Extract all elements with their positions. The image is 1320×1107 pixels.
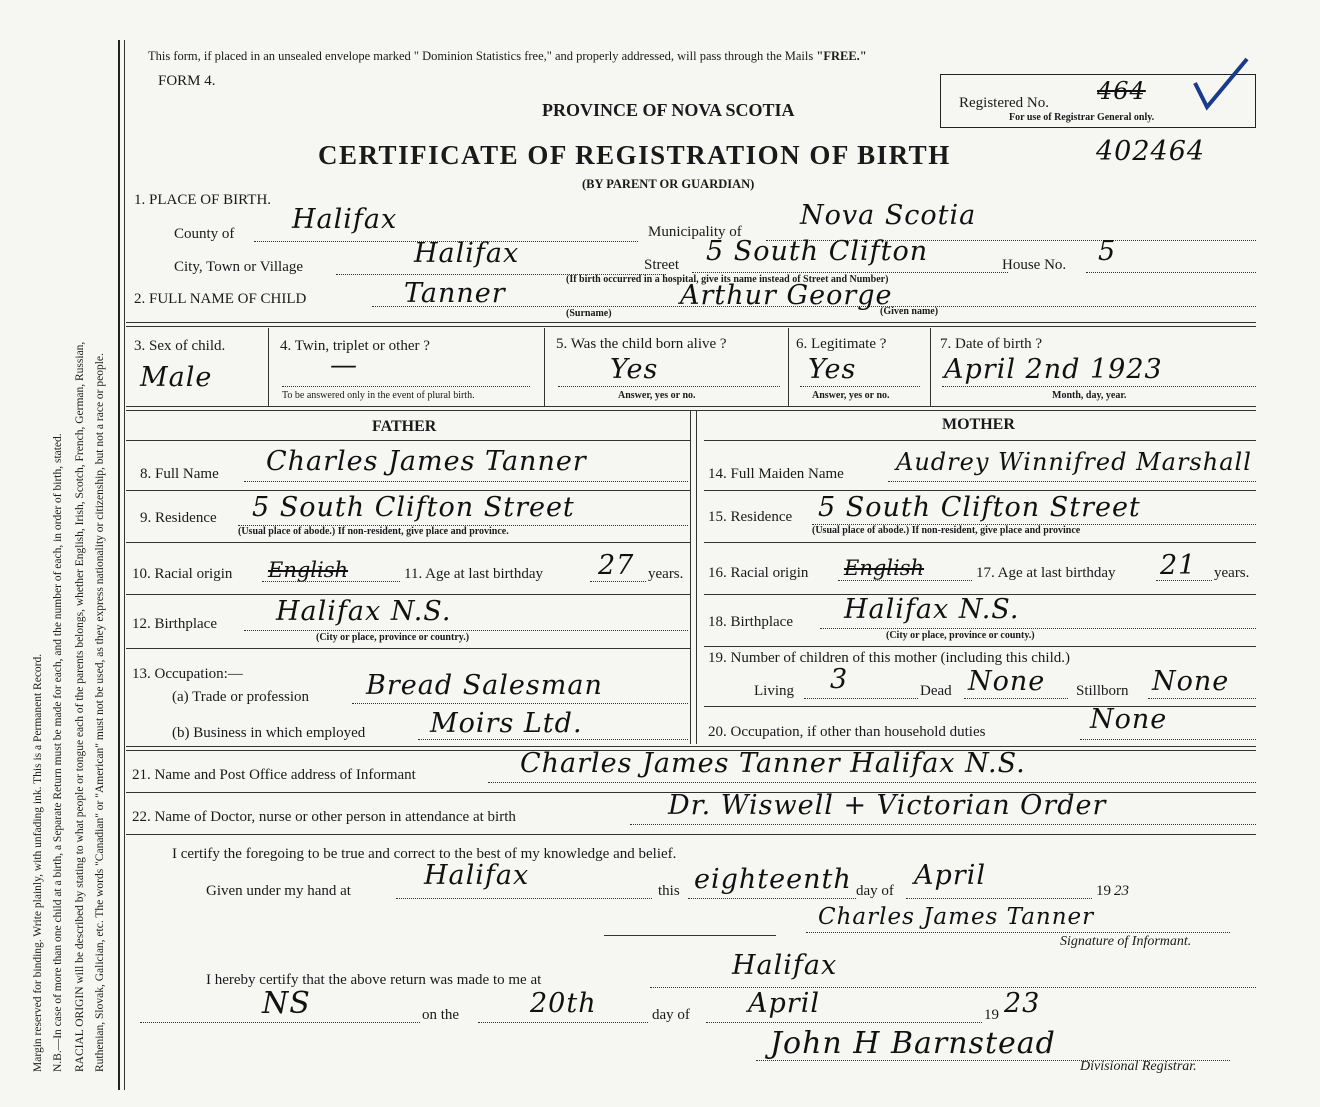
mail-note: This form, if placed in an unsealed envelope marked " Dominion Statistics free," and properly addressed, will pass through the Mails "FREE." — [148, 49, 867, 63]
child-name-label: 2. FULL NAME OF CHILD — [134, 291, 307, 307]
sex-value: Male — [140, 362, 213, 393]
doctor-label: 22. Name of Doctor, nurse or other person in attendance at birth — [132, 809, 516, 825]
dob-note: Month, day, year. — [1052, 390, 1127, 401]
mother-name: Audrey Winnifred Marshall — [896, 448, 1252, 476]
municipality-label: Municipality of — [648, 224, 742, 240]
certify-day-of: day of — [856, 883, 894, 899]
surname-caption: (Surname) — [566, 308, 612, 319]
mother-name-label: 14. Full Maiden Name — [708, 466, 844, 482]
registrar-note: For use of Registrar General only. — [1009, 112, 1155, 123]
certify-day: eighteenth — [694, 864, 852, 895]
certify-year-prefix: 19 — [1096, 883, 1111, 899]
father-trade: Bread Salesman — [366, 670, 603, 701]
certificate-title: CERTIFICATE OF REGISTRATION OF BIRTH — [318, 140, 951, 170]
father-heading: FATHER — [372, 418, 437, 435]
business-label: (b) Business in which employed — [172, 725, 366, 741]
mother-occupation: None — [1090, 704, 1168, 735]
father-residence: 5 South Clifton Street — [252, 492, 575, 523]
mother-birthplace: Halifax N.S. — [844, 594, 1020, 625]
dob-label: 7. Date of birth ? — [940, 336, 1043, 352]
mother-birthplace-note: (City or place, province or county.) — [886, 630, 1035, 641]
legitimate-label: 6. Legitimate ? — [796, 336, 887, 352]
this-label: this — [658, 883, 680, 899]
informant-signature-caption: Signature of Informant. — [1060, 934, 1192, 949]
left-border — [118, 40, 120, 1090]
mother-residence: 5 South Clifton Street — [818, 492, 1141, 523]
registrar-year: 23 — [1004, 988, 1041, 1019]
form-number: FORM 4. — [158, 73, 216, 89]
left-border-inner — [124, 40, 125, 1090]
father-residence-note: (Usual place of abode.) If non-resident, give place and province. — [238, 526, 509, 537]
child-surname: Tanner — [404, 278, 506, 309]
registrar-year-prefix: 19 — [984, 1007, 999, 1023]
registrar-caption: Divisional Registrar. — [1080, 1059, 1197, 1074]
given-label: Given under my hand at — [206, 883, 351, 899]
informant-value: Charles James Tanner Halifax N.S. — [520, 748, 1026, 779]
certify-statement: I certify the foregoing to be true and correct to the best of my knowledge and belief. — [172, 846, 677, 862]
registered-value: 464 — [1097, 77, 1146, 105]
mother-birthplace-label: 18. Birthplace — [708, 614, 793, 630]
registrar-day: 20th — [530, 988, 597, 1019]
legitimate-value: Yes — [808, 354, 857, 385]
trade-label: (a) Trade or profession — [172, 689, 310, 705]
registrar-day-of: day of — [652, 1007, 690, 1023]
mother-race-label: 16. Racial origin — [708, 565, 809, 581]
province-heading: PROVINCE OF NOVA SCOTIA — [542, 100, 795, 120]
house-value: 5 — [1098, 236, 1117, 267]
margin-note-4: Ruthenian, Slovak, Galician, etc. The words "Canadian" or "American" must not be used, as they express nationality or citizenship, but not a race or people. — [94, 353, 106, 1072]
twin-note: To be answered only in the event of plural birth. — [282, 390, 475, 401]
stillborn-value: None — [1152, 666, 1230, 697]
child-given-name: Arthur George — [680, 280, 893, 311]
municipality-value: Nova Scotia — [800, 200, 977, 231]
margin-note-2: N.B.—In case of more than one child at a birth, a Separate Return must be made for each, and the number of each, in order of birth, stated. — [52, 433, 64, 1072]
father-birthplace-label: 12. Birthplace — [132, 616, 217, 632]
certificate-subtitle: (BY PARENT OR GUARDIAN) — [582, 177, 755, 191]
registered-label: Registered No. — [959, 95, 1049, 111]
margin-note-3: RACIAL ORIGIN will be described by stating to what people or tongue each of the parents belongs, whether English, Irish, Scotch, French, German, Russian, — [74, 341, 86, 1072]
father-name-label: 8. Full Name — [140, 466, 219, 482]
check-mark-icon — [1191, 55, 1251, 115]
father-birthplace: Halifax N.S. — [276, 596, 452, 627]
father-years: years. — [648, 566, 684, 582]
father-birthplace-note: (City or place, province or country.) — [316, 632, 470, 643]
hospital-note: (If birth occurred in a hospital, give its name instead of Street and Number) — [566, 274, 889, 285]
registrar-month: April — [748, 988, 820, 1019]
alive-value: Yes — [610, 354, 659, 385]
registrar-statement: I hereby certify that the above return was made to me at — [206, 972, 542, 988]
dead-value: None — [968, 666, 1046, 697]
mother-age: 21 — [1160, 550, 1197, 581]
father-name: Charles James Tanner — [266, 446, 587, 477]
father-age-label: 11. Age at last birthday — [404, 566, 543, 582]
given-caption: (Given name) — [880, 306, 939, 317]
certify-month: April — [914, 860, 986, 891]
alive-label: 5. Was the child born alive ? — [556, 336, 727, 352]
house-label: House No. — [1002, 257, 1067, 273]
mother-residence-note: (Usual place of abode.) If non-resident, give place and province — [812, 525, 1081, 536]
county-label: County of — [174, 226, 235, 242]
father-race: English — [268, 558, 349, 582]
informant-signature: Charles James Tanner — [818, 904, 1095, 930]
father-business: Moirs Ltd. — [430, 708, 583, 739]
city-value: Halifax — [414, 238, 520, 269]
living-label: Living — [754, 683, 794, 699]
certificate-number: 402464 — [1096, 136, 1206, 167]
father-occupation-label: 13. Occupation:— — [132, 666, 243, 682]
dob-value: April 2nd 1923 — [944, 354, 1163, 385]
children-label: 19. Number of children of this mother (including this child.) — [708, 650, 1071, 666]
sex-label: 3. Sex of child. — [134, 338, 226, 354]
alive-note: Answer, yes or no. — [618, 390, 696, 401]
registrar-place: Halifax — [732, 950, 838, 981]
doctor-value: Dr. Wiswell + Victorian Order — [668, 790, 1107, 821]
living-value: 3 — [830, 664, 849, 695]
mother-occupation-label: 20. Occupation, if other than household duties — [708, 724, 986, 740]
street-label: Street — [644, 257, 679, 273]
place-heading: 1. PLACE OF BIRTH. — [134, 192, 272, 208]
twin-value: — — [330, 350, 358, 381]
twin-label: 4. Twin, triplet or other ? — [280, 338, 430, 354]
street-value: 5 South Clifton — [706, 236, 929, 267]
certify-year: 23 — [1114, 883, 1129, 899]
mother-race: English — [844, 556, 925, 580]
mother-years: years. — [1214, 565, 1250, 581]
registered-box — [940, 74, 1256, 128]
mother-heading: MOTHER — [942, 416, 1015, 433]
stillborn-label: Stillborn — [1076, 683, 1129, 699]
margin-note-1: Margin reserved for binding. Write plainly, with unfading ink. This is a Permanent Record. — [32, 653, 44, 1072]
legitimate-note: Answer, yes or no. — [812, 390, 890, 401]
city-label: City, Town or Village — [174, 259, 304, 275]
registrar-initials: NS — [262, 986, 311, 1021]
father-race-label: 10. Racial origin — [132, 566, 233, 582]
informant-label: 21. Name and Post Office address of Informant — [132, 767, 416, 783]
registrar-on-the: on the — [422, 1007, 460, 1023]
given-place: Halifax — [424, 860, 530, 891]
registrar-signature: John H Barnstead — [770, 1026, 1056, 1061]
county-value: Halifax — [292, 204, 398, 235]
dead-label: Dead — [920, 683, 952, 699]
father-age: 27 — [598, 550, 635, 581]
mother-residence-label: 15. Residence — [708, 509, 793, 525]
mother-age-label: 17. Age at last birthday — [976, 565, 1116, 581]
father-residence-label: 9. Residence — [140, 510, 217, 526]
